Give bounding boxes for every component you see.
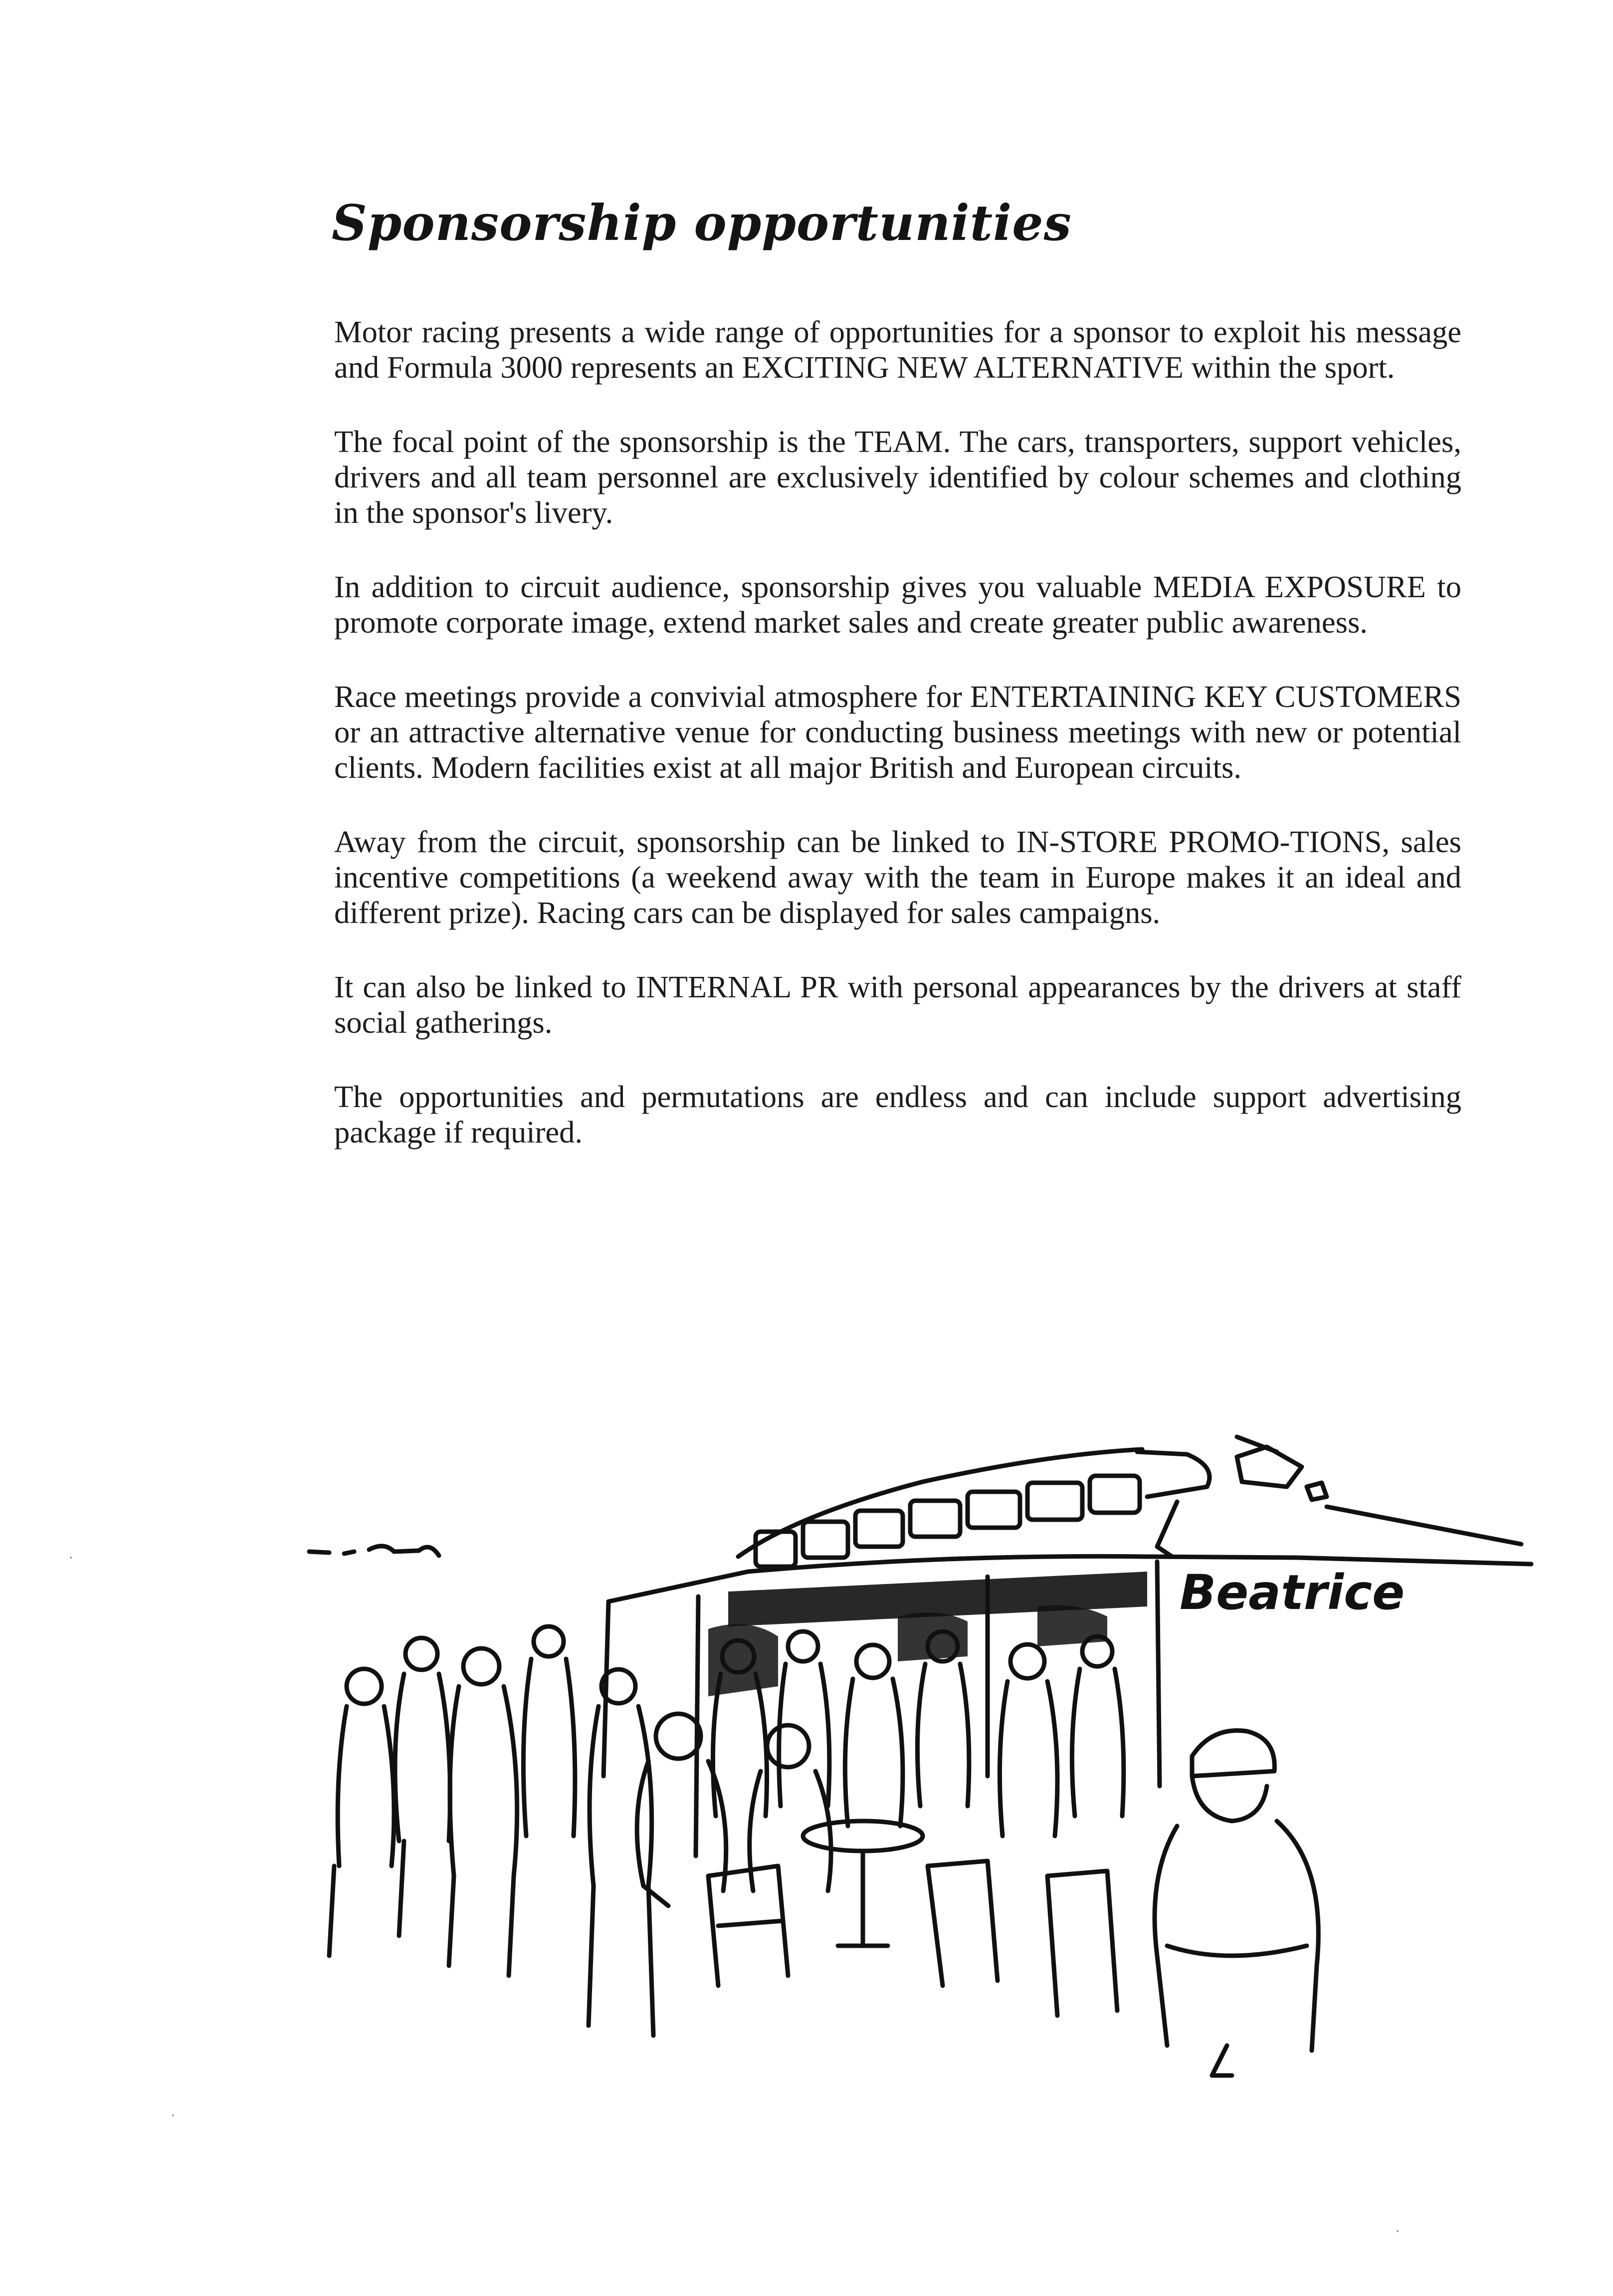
body-text: [334, 314, 1461, 1189]
table-top: [803, 1821, 923, 1851]
paragraph-team: The focal point of the sponsorship is the TEAM. The cars, transporters, support vehicles, drivers and all team personnel are exclusively identified by colour schemes and clothing in the sponsor's livery.: [334, 424, 1461, 530]
wing-shape: [1237, 1447, 1302, 1487]
horizon-line: [309, 1546, 439, 1556]
transporter-window-1: [756, 1532, 796, 1567]
hospitality-sketch-illustration: [299, 1427, 1546, 2165]
transporter-window-2: [803, 1522, 848, 1558]
scan-speck: [1397, 2230, 1399, 2232]
paragraph-promotions: Away from the circuit, sponsorship can be linked to IN-STORE PROMO-TIONS, sales incentive competitions (a weekend away with the team in Europe makes it an ideal and different prize). Racing cars can be displayed for sales campaigns.: [334, 824, 1461, 930]
page-title: Sponsorship opportunities: [332, 195, 1072, 252]
transporter-window-7: [1090, 1476, 1140, 1513]
transporter-window-6: [1027, 1483, 1082, 1520]
transporter-window-5: [968, 1492, 1020, 1528]
paragraph-entertaining: Race meetings provide a convivial atmosphere for ENTERTAINING KEY CUSTOMERS or an attractive alternative venue for conducting business meetings with new or potential clients. Modern facilities exist at all major British and European circuits.: [334, 679, 1461, 785]
transporter-window-3: [855, 1511, 903, 1547]
transporter-window-4: [910, 1501, 960, 1537]
tent-pole-right: [1157, 1562, 1160, 1786]
paragraph-internal-pr: It can also be linked to INTERNAL PR with personal appearances by the drivers at staff social gatherings.: [334, 969, 1461, 1040]
paragraph-closing: The opportunities and permutations are endless and can include support advertising package if required.: [334, 1079, 1461, 1149]
scan-speck: [172, 2114, 174, 2116]
chair: [708, 1866, 788, 1986]
paragraph-intro: Motor racing presents a wide range of opportunities for a sponsor to exploit his message and Formula 3000 represents an EXCITING NEW ALTERNATIVE within the sport.: [334, 314, 1461, 385]
scan-speck: [70, 1557, 72, 1559]
paragraph-media: In addition to circuit audience, sponsorship gives you valuable MEDIA EXPOSURE to promote corporate image, extend market sales and create greater public awareness.: [334, 569, 1461, 640]
beatrice-signage: Beatrice: [1180, 1565, 1405, 1620]
foreground-figure-cap: [1192, 1731, 1274, 1776]
